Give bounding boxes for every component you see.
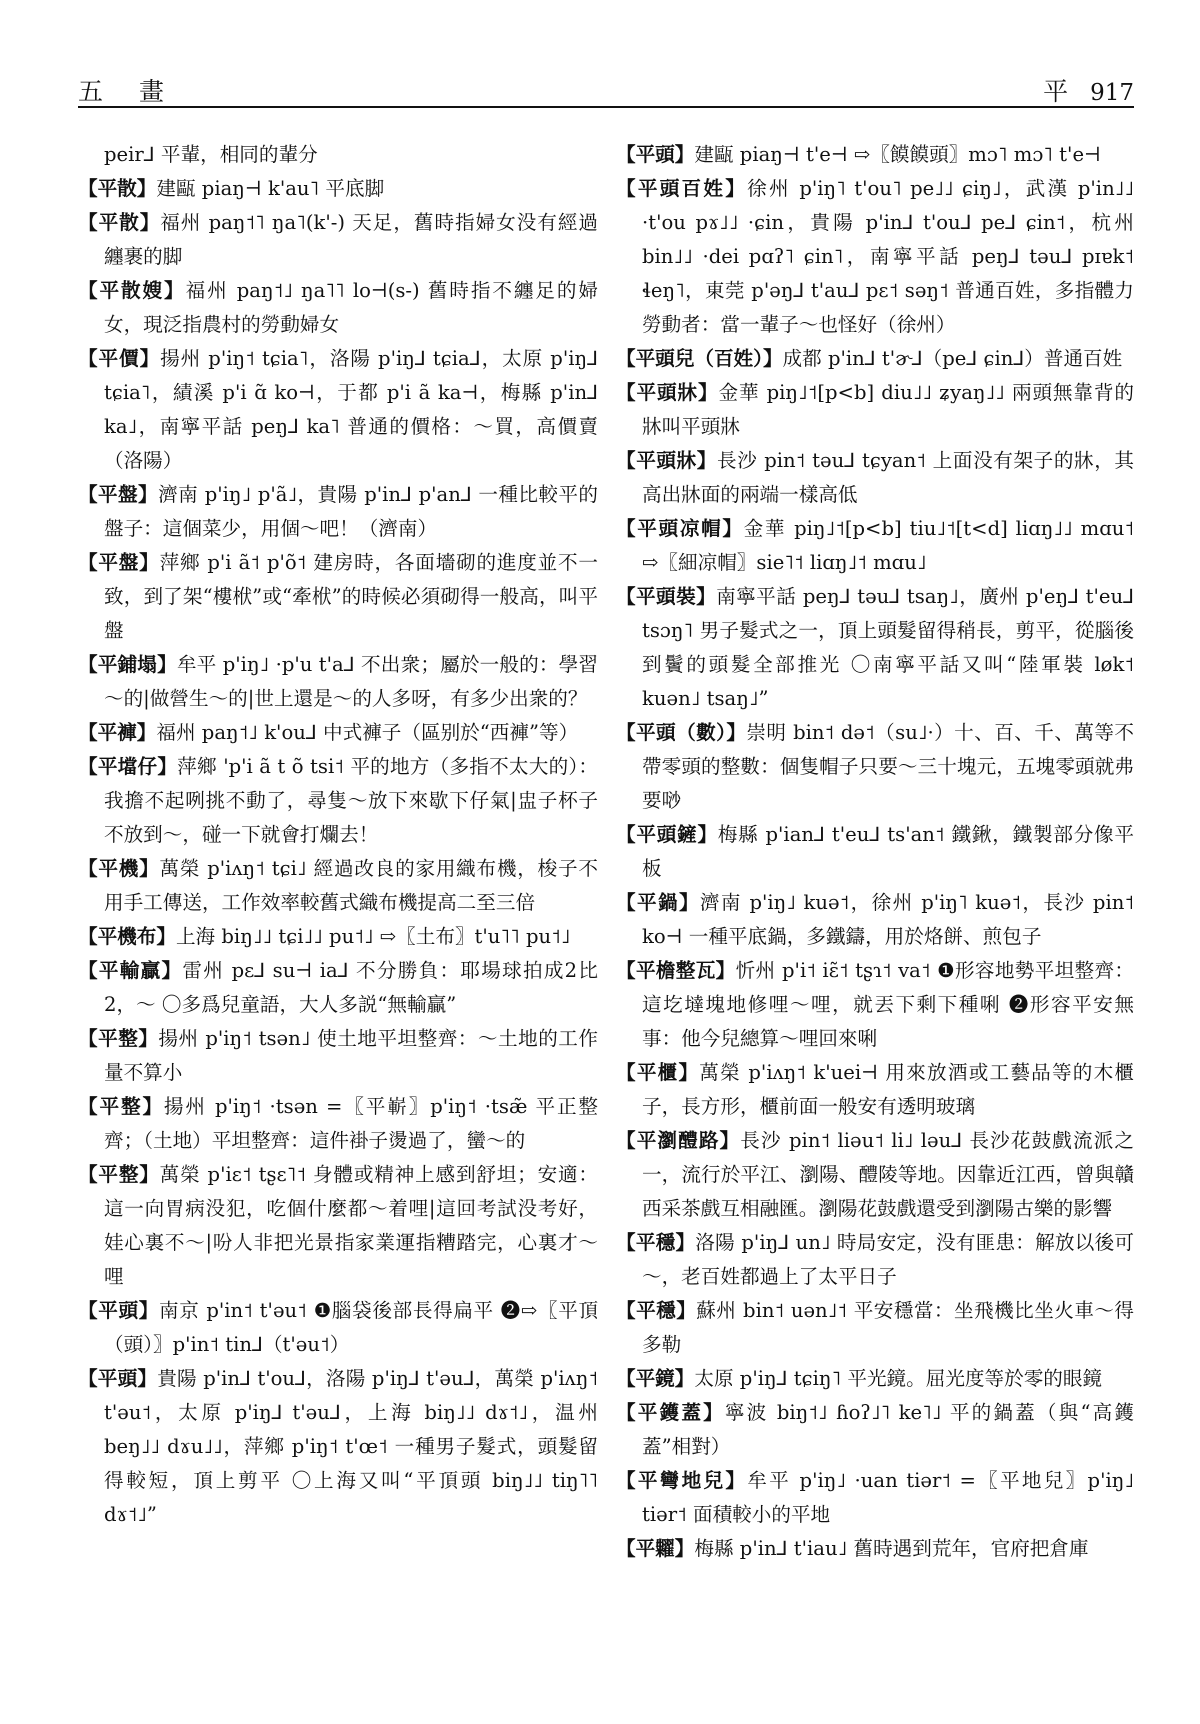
dictionary-entry [78, 716, 598, 750]
dictionary-entry [616, 886, 1134, 954]
entry-definition: 成都 p'in⅃ t'ɚ⅃（pe⅃ ɕin⅃）普通百姓 [782, 347, 1123, 370]
dictionary-entry [616, 376, 1134, 444]
entry-headword: 【 平盤 】 [78, 483, 158, 506]
entry-definition: 南寧平話 peŋ⅃ təu⅃ tsaŋ˩，廣州 p'eŋ⅃ t'eu⅃ tsɔŋ˥ 男子髮式之一，頂上頭髮留得稍長，剪平，從腦後到鬢的頭髮全部推光 〇南寧平話又叫“陸軍裝 løk˦ kuən˩ tsaŋ˩” [642, 585, 1135, 710]
entry-definition: 牟平 p'iŋ˩ ·uan tiər˦ =〖平地兒〗p'iŋ˩ tiər˦ 面積較小的平地 [642, 1469, 1135, 1526]
dictionary-entry [78, 1022, 598, 1090]
entry-definition: 貴陽 p'in⅃ t'ou⅃，洛陽 p'iŋ⅃ t'əu⅃，萬榮 p'iʌŋ˦ t'əu˦，太原 p'iŋ⅃ t'əu⅃，上海 biŋ˩˩ dɤ˦˩，温州 beŋ˩˩ dɤu˩˩，萍鄉 p'iŋ˦ t'œ˦ 一種男子髮式，頭髮留得較短，頂上剪平 〇上海又叫“平頂頭 biŋ˩˩ tiŋ˥˥ dɤ˦˩” [104, 1367, 599, 1526]
left-column [78, 138, 598, 1532]
entry-headword: 【 平散 】 [78, 177, 156, 200]
entry-definition: 福州 paŋ˦˩ k'ou⅃ 中式褲子（區别於“西褲”等） [156, 721, 579, 744]
entry-headword: 【 平檐整瓦 】 [616, 959, 736, 982]
entry-definition: 金華 piŋ˩˦[p<b] diu˩˩ ʑyaŋ˩˩ 兩頭無靠背的牀叫平頭牀 [642, 381, 1135, 438]
entry-headword: 【 平頭 】 [78, 1299, 159, 1322]
entry-definition: 濟南 p'iŋ˩ p'ã˩，貴陽 p'in⅃ p'an⅃ 一種比較平的盤子：這個菜少，用個～吧！（濟南） [104, 483, 599, 540]
dictionary-entry [616, 342, 1134, 376]
entry-headword: 【 平壋仔 】 [78, 755, 177, 778]
entry-definition: 揚州 p'iŋ˦ ·tsən =〖平嶄〗p'iŋ˦ ·tsæ̃ 平正整齊；（土地）平坦整齊：這件褂子燙過了，蠻～的 [104, 1095, 599, 1152]
entry-headword: 【 平輸贏 】 [78, 959, 182, 982]
dictionary-entry [616, 172, 1134, 342]
dictionary-entry [78, 1158, 598, 1294]
running-header [78, 72, 1134, 108]
entry-headword: 【 平鑊蓋 】 [616, 1401, 725, 1424]
entry-definition: 萬榮 p'iʌŋ˦ tɕi˩ 經過改良的家用織布機，梭子不用手工傳送，工作效率較舊式織布機提高二至三倍 [104, 857, 599, 914]
entry-definition: 寧波 biŋ˦˩ ɦoʔ˩˥ ke˥˩ 平的鍋蓋（與“高鑊蓋”相對） [642, 1401, 1135, 1458]
dictionary-entry [616, 444, 1134, 512]
dictionary-entry [78, 478, 598, 546]
entry-definition: 長沙 pin˦ təu⅃ tɕyan˦ 上面没有架子的牀，其高出牀面的兩端一樣高低 [642, 449, 1135, 506]
entry-definition: 徐州 p'iŋ˥ t'ou˥ pe˩˩ ɕiŋ˩，武漢 p'in˩˩ ·t'ou pɤ˩˩ ·ɕin，貴陽 p'in⅃ t'ou⅃ pe⅃ ɕin˦，杭州 bin˩˩ ·dei pɑʔ˥ ɕin˥，南寧平話 peŋ⅃ təu⅃ pɪɐk˦ ɬeŋ˥，東莞 p'əŋ⅃ t'au⅃ pɛ˦ səŋ˦ 普通百姓，多指體力勞動者：當一輩子～也怪好（徐州） [642, 177, 1135, 336]
entry-headword: 【 平頭 】 [616, 143, 694, 166]
entry-headword: 【 平彎地兒 】 [616, 1469, 747, 1492]
entry-definition: 萬榮 p'iʌŋ˦ k'uei⊣ 用來放酒或工藝品等的木櫃子，長方形，櫃前面一般安有透明玻璃 [642, 1061, 1135, 1118]
dictionary-entry [78, 546, 598, 648]
dictionary-entry [616, 1532, 1134, 1566]
header-char: 平 [1043, 77, 1069, 106]
page-info [1043, 72, 1134, 108]
entry-definition: 萬榮 p'iɛ˦ tʂɛ˥˦ 身體或精神上感到舒坦；安適：這一向胃病没犯，吃個什麼都～着哩|這回考試没考好，娃心裏不～|吩人非把光景指家業運指糟踏完，心裏才～哩 [104, 1163, 599, 1288]
entry-definition: 南京 p'in˦ t'əu˦ ❶腦袋後部長得扁平 ❷⇨〖平頂（頭）〗p'in˦ tin⅃（t'əu˦） [104, 1299, 599, 1356]
entry-headword: 【 平鍋 】 [616, 891, 700, 914]
dictionary-entry [78, 342, 598, 478]
entry-definition: 長沙 pin˦ liəu˦ li˩ ləu⅃ 長沙花鼓戲流派之一，流行於平江、瀏陽、醴陵等地。因靠近江西，曾與贛西采茶戲互相融匯。瀏陽花鼓戲還受到瀏陽古樂的影響 [642, 1129, 1135, 1220]
entry-headword: 【 平穩 】 [616, 1299, 696, 1322]
entry-headword: 【 平頭裝 】 [616, 585, 716, 608]
entry-definition: 福州 paŋ˦˩ ŋa˥˥ lo⊣(s-) 舊時指不纏足的婦女，現泛指農村的勞動婦女 [104, 279, 599, 336]
entry-definition: peir⅃ 平輩，相同的輩分 [104, 143, 318, 166]
entry-definition: 蘇州 bin˦ uən˩˦ 平安穩當：坐飛機比坐火車～得多勒 [642, 1299, 1135, 1356]
dictionary-entry [78, 138, 598, 172]
entry-definition: 上海 biŋ˩˩ tɕi˩˩ pu˦˩ ⇨〖土布〗t'u˥˥ pu˦˩ [175, 925, 571, 948]
entry-headword: 【 平頭 】 [78, 1367, 157, 1390]
dictionary-entry [616, 716, 1134, 818]
entry-headword: 【 平鋪塌 】 [78, 653, 177, 676]
entry-headword: 【 平鏡 】 [616, 1367, 694, 1390]
dictionary-entry [78, 648, 598, 716]
dictionary-entry [78, 954, 598, 1022]
entry-headword: 【 平機布 】 [78, 925, 176, 948]
entry-headword: 【 平頭凉帽 】 [616, 517, 744, 540]
dictionary-entry [616, 1056, 1134, 1124]
entry-headword: 【 平頭牀 】 [616, 449, 717, 472]
entry-headword: 【 平頭兒（百姓） 】 [616, 347, 783, 370]
entry-headword: 【 平頭鏟 】 [616, 823, 718, 846]
dictionary-entry [78, 920, 598, 954]
entry-definition: 萍鄉 p'i ã˦ p'õ˦ 建房時，各面墻砌的進度並不一致，到了架“樓栿”或“牽栿”的時候必須砌得一般高，叫平盤 [104, 551, 599, 642]
dictionary-entry [616, 580, 1134, 716]
dictionary-entry [78, 1362, 598, 1532]
entry-headword: 【 平櫃 】 [616, 1061, 699, 1084]
entry-definition: 崇明 bin˦ də˦（su˩·）十、百、千、萬等不帶零頭的整數：個隻帽子只要～三十塊元，五塊零頭就弗要唦 [642, 721, 1134, 812]
entry-definition: 雷州 pɛ⅃ su⊣ ia⅃ 不分勝負：耶場球拍成2比2，～ 〇多爲兒童語，大人多説“無輸贏” [104, 959, 599, 1016]
entry-headword: 【 平盤 】 [78, 551, 160, 574]
dictionary-entry [78, 1294, 598, 1362]
dictionary-entry [78, 274, 598, 342]
dictionary-entry [616, 1396, 1134, 1464]
entry-headword: 【 平散 】 [78, 211, 160, 234]
dictionary-entry [78, 172, 598, 206]
entry-definition: 福州 paŋ˦˥ ŋa˥(k'-) 天足，舊時指婦女没有經過纏裹的脚 [104, 211, 598, 268]
entry-definition: 梅縣 p'in⅃ t'iau˩ 舊時遇到荒年，官府把倉庫 [694, 1537, 1089, 1560]
dictionary-entry [78, 206, 598, 274]
section-title: 五 畫 [78, 77, 178, 106]
dictionary-entry [616, 818, 1134, 886]
dictionary-entry [616, 1226, 1134, 1294]
entry-headword: 【 平瀏醴路 】 [616, 1129, 740, 1152]
entry-headword: 【 平頭百姓 】 [616, 177, 747, 200]
right-column [616, 138, 1134, 1566]
page-number: 917 [1090, 80, 1134, 106]
dictionary-entry [616, 1464, 1134, 1532]
entry-headword: 【 平整 】 [78, 1095, 164, 1118]
entry-headword: 【 平散嫂 】 [78, 279, 186, 302]
entry-definition: 梅縣 p'ian⅃ t'eu⅃ ts'an˦ 鐵鍬，鐵製部分像平板 [642, 823, 1135, 880]
entry-headword: 【 平整 】 [78, 1027, 158, 1050]
entry-definition: 太原 p'iŋ⅃ tɕiŋ˥ 平光鏡。屈光度等於零的眼鏡 [694, 1367, 1103, 1390]
entry-headword: 【 平穩 】 [616, 1231, 695, 1254]
dictionary-entry [616, 1124, 1134, 1226]
dictionary-entry [616, 512, 1134, 580]
entry-definition: 洛陽 p'iŋ⅃ un˩ 時局安定，没有匪患：解放以後可～，老百姓都過上了太平日子 [642, 1231, 1135, 1288]
entry-headword: 【 平價 】 [78, 347, 160, 370]
dictionary-entry [616, 1294, 1134, 1362]
entry-headword: 【 平糶 】 [616, 1537, 694, 1560]
entry-definition: 濟南 p'iŋ˩ kuə˦，徐州 p'iŋ˥ kuə˦，長沙 pin˦ ko⊣ 一種平底鍋，多鐵鑄，用於烙餅、煎包子 [642, 891, 1135, 948]
dictionary-entry [616, 954, 1134, 1056]
dictionary-entry [78, 750, 598, 852]
dictionary-entry [78, 852, 598, 920]
entry-definition: 萍鄉 'p'i ã t õ tsi˦ 平的地方（多指不太大的）：我擔不起咧挑不動了，尋隻～放下來歇下仔氣|盅子杯子不放到～，碰一下就會打爛去！ [104, 755, 599, 846]
entry-definition: 揚州 p'iŋ˦ tsən˩ 使土地平坦整齊：～土地的工作量不算小 [104, 1027, 599, 1084]
entry-headword: 【 平機 】 [78, 857, 160, 880]
entry-headword: 【 平整 】 [78, 1163, 160, 1186]
entry-headword: 【 平褲 】 [78, 721, 156, 744]
dictionary-entry [616, 138, 1134, 172]
entry-definition: 揚州 p'iŋ˦ tɕia˥，洛陽 p'iŋ⅃ tɕia⅃，太原 p'iŋ⅃ tɕia˥，績溪 p'i ɑ̃ ko⊣，于都 p'i ã ka⊣，梅縣 p'in⅃ ka˩，南寧平話 peŋ⅃ ka˥ 普通的價格：～買，高價賣（洛陽） [104, 347, 599, 472]
entry-definition: 忻州 p'i˦ iɛ̃˦ tʂɿ˦ va˦ ❶形容地勢平坦整齊：這圪墶塊地修哩～哩，就丟下剩下種唎 ❷形容平安無事：他今兒總算～哩回來唎 [642, 959, 1135, 1050]
entry-definition: 牟平 p'iŋ˩ ·p'u t'a⅃ 不出衆；屬於一般的：學習～的|做營生～的|世上還是～的人多呀，有多少出衆的？ [104, 653, 599, 710]
dictionary-entry [78, 1090, 598, 1158]
entry-headword: 【 平頭（數） 】 [616, 721, 746, 744]
entry-definition: 建甌 piaŋ⊣ k'au˥ 平底脚 [156, 177, 385, 200]
entry-headword: 【 平頭牀 】 [616, 381, 718, 404]
entry-definition: 金華 piŋ˩˦[p<b] tiu˩˦[t<d] liɑŋ˩˩ mɑu˦ ⇨〖細凉帽〗sie˥˦ liɑŋ˩˦ mɑu˩ [642, 517, 1135, 574]
entry-definition: 建甌 piaŋ⊣ t'e⊣ ⇨〖饃饃頭〗mɔ˥ mɔ˥ t'e⊣ [694, 143, 1101, 166]
dictionary-entry [616, 1362, 1134, 1396]
